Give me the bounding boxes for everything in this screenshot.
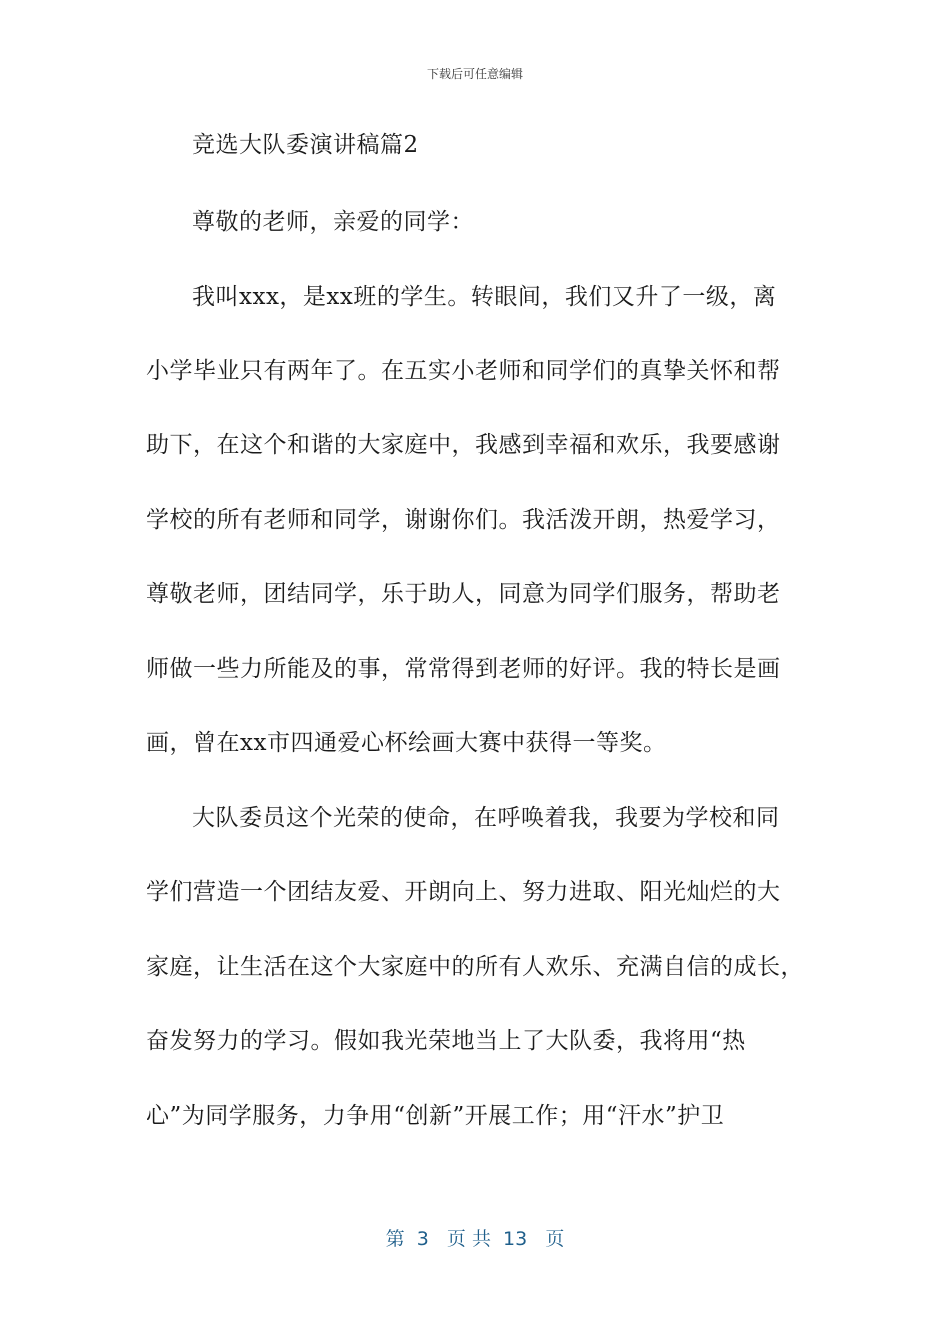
paragraph-line: 家庭，让生活在这个大家庭中的所有人欢乐、充满自信的成长， bbox=[146, 954, 804, 980]
paragraph-line: 学校的所有老师和同学，谢谢你们。我活泼开朗，热爱学习， bbox=[146, 507, 781, 533]
page-header: 下载后可任意编辑 bbox=[426, 67, 523, 81]
paragraph-line: 学们营造一个团结友爱、开朗向上、努力进取、阳光灿烂的大 bbox=[146, 879, 781, 905]
paragraph-line: 尊敬的老师，亲爱的同学： bbox=[192, 209, 474, 235]
paragraph-line: 小学毕业只有两年了。在五实小老师和同学们的真挚关怀和帮 bbox=[146, 358, 781, 384]
paragraph-line: 助下，在这个和谐的大家庭中，我感到幸福和欢乐，我要感谢 bbox=[146, 432, 781, 458]
paragraph-line: 师做一些力所能及的事，常常得到老师的好评。我的特长是画 bbox=[146, 656, 781, 682]
paragraph-line: 心”为同学服务，力争用“创新”开展工作；用“汗水”护卫 bbox=[146, 1103, 725, 1129]
document-title: 竞选大队委演讲稿篇2 bbox=[192, 132, 419, 158]
paragraph-line: 奋发努力的学习。假如我光荣地当上了大队委，我将用“热 bbox=[146, 1028, 746, 1054]
paragraph-line: 我叫xxx，是xx班的学生。转眼间，我们又升了一级，离 bbox=[192, 284, 777, 310]
paragraph-line: 尊敬老师，团结同学，乐于助人，同意为同学们服务，帮助老 bbox=[146, 581, 781, 607]
paragraph-line: 画，曾在xx市四通爱心杯绘画大赛中获得一等奖。 bbox=[146, 730, 667, 756]
paragraph-line: 大队委员这个光荣的使命，在呼唤着我，我要为学校和同 bbox=[192, 805, 780, 831]
page-number-footer: 第 3 页 共 13 页 bbox=[385, 1228, 565, 1250]
